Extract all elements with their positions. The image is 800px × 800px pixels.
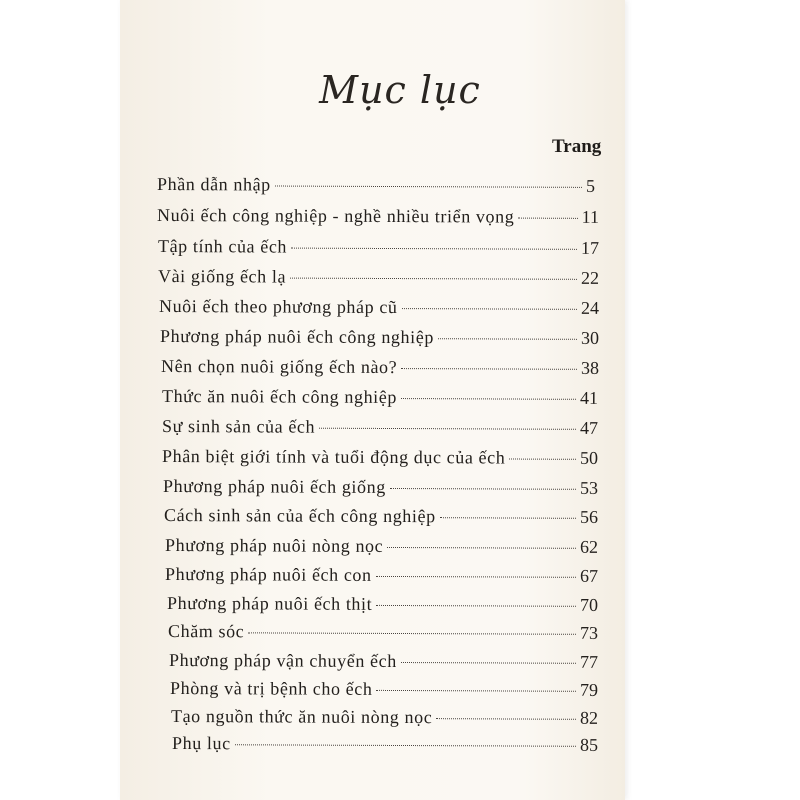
toc-entry-title: Cách sinh sản của ếch công nghiệp <box>163 505 436 527</box>
toc-entry-page: 38 <box>580 357 600 378</box>
toc-entry-title: Nên chọn nuôi giống ếch nào? <box>160 356 398 378</box>
toc-entry <box>157 174 595 200</box>
toc-entry-title: Thức ăn nuôi ếch công nghiệp <box>161 386 398 408</box>
toc-entry-title: Phân biệt giới tính và tuổi động dục của ếch <box>161 446 506 468</box>
toc-entry <box>159 296 599 322</box>
toc-entry-title: Phòng và trị bệnh cho ếch <box>169 678 373 699</box>
toc-entry-page: 5 <box>585 175 596 196</box>
toc-entry-title: Phương pháp nuôi ếch giống <box>162 476 386 497</box>
toc-entry-title: Nuôi ếch công nghiệp - nghề nhiều triển vọng <box>156 205 515 227</box>
toc-entry <box>167 593 598 619</box>
toc-entry-page: 62 <box>579 536 599 557</box>
toc-entry-page: 56 <box>579 506 599 527</box>
dot-leader <box>402 308 577 310</box>
toc-entry-page: 67 <box>579 565 599 586</box>
dot-leader <box>401 662 576 664</box>
toc-entry <box>158 236 599 262</box>
dot-leader <box>319 428 576 430</box>
toc-entry <box>165 564 598 590</box>
toc-entry-page: 11 <box>581 206 600 227</box>
toc-entry <box>158 266 599 292</box>
toc-entry-page: 77 <box>579 651 599 672</box>
toc-entry-page: 41 <box>579 387 599 408</box>
dot-leader <box>248 632 576 634</box>
dot-leader <box>376 690 576 692</box>
dot-leader <box>438 338 577 340</box>
toc-entry <box>168 621 598 647</box>
toc-entry <box>163 476 598 502</box>
toc-entry-page: 70 <box>579 594 599 615</box>
toc-entry-page: 82 <box>579 707 599 728</box>
toc-entry-title: Phương pháp nuôi ếch thịt <box>166 593 373 614</box>
toc-entry-page: 22 <box>580 267 600 288</box>
toc-entry-title: Chăm sóc <box>167 621 245 642</box>
toc-entry <box>162 386 598 412</box>
toc-entry-title: Phương pháp nuôi ếch công nghiệp <box>159 326 434 348</box>
dot-leader <box>387 547 576 549</box>
toc-entry-page: 50 <box>579 447 599 468</box>
toc-entry-title: Phương pháp nuôi nòng nọc <box>164 535 384 556</box>
toc-entry <box>165 535 598 561</box>
toc-entry-page: 53 <box>579 477 599 498</box>
dot-leader <box>235 744 576 746</box>
toc-entry-page: 73 <box>579 622 599 643</box>
toc-entry-page: 47 <box>579 417 599 438</box>
dot-leader <box>518 218 577 219</box>
toc-entry-page: 85 <box>579 734 599 755</box>
dot-leader <box>390 488 576 490</box>
dot-leader <box>401 398 576 400</box>
dot-leader <box>290 278 577 280</box>
dot-leader <box>440 517 576 519</box>
toc-entry <box>164 505 598 531</box>
toc-entry-title: Sự sinh sản của ếch <box>161 416 316 437</box>
dot-leader <box>401 368 577 370</box>
page-title: Mục lục <box>319 68 481 112</box>
toc-entry-title: Phần dẫn nhập <box>156 174 271 195</box>
toc-entry-page: 17 <box>580 237 600 258</box>
toc-entry <box>172 733 598 759</box>
toc-entry-title: Nuôi ếch theo phương pháp cũ <box>158 296 398 318</box>
toc-entry <box>170 678 598 704</box>
dot-leader <box>436 718 576 720</box>
dot-leader <box>509 459 576 460</box>
toc-entry-page: 30 <box>580 327 600 348</box>
dot-leader <box>275 186 582 188</box>
toc-entry-title: Tạo nguồn thức ăn nuôi nòng nọc <box>170 706 433 728</box>
toc-entry-title: Tập tính của ếch <box>157 236 288 257</box>
toc-entry <box>161 356 599 382</box>
toc-entry <box>162 446 598 472</box>
toc-entry-page: 79 <box>579 679 599 700</box>
dot-leader <box>376 605 576 607</box>
toc-entry <box>171 706 598 732</box>
page-column-header: Trang <box>552 136 602 157</box>
toc-entry-title: Phụ lục <box>171 733 231 754</box>
toc-entry <box>160 326 599 352</box>
toc-entry <box>169 650 598 676</box>
dot-leader <box>376 576 576 578</box>
dot-leader <box>291 248 577 250</box>
toc-entry-title: Vài giống ếch lạ <box>157 266 287 287</box>
toc-entry <box>157 205 599 231</box>
toc-entry-title: Phương pháp vận chuyển ếch <box>168 650 397 671</box>
toc-entry-title: Phương pháp nuôi ếch con <box>164 564 372 585</box>
toc-entry <box>162 416 598 442</box>
toc-entry-page: 24 <box>580 297 600 318</box>
